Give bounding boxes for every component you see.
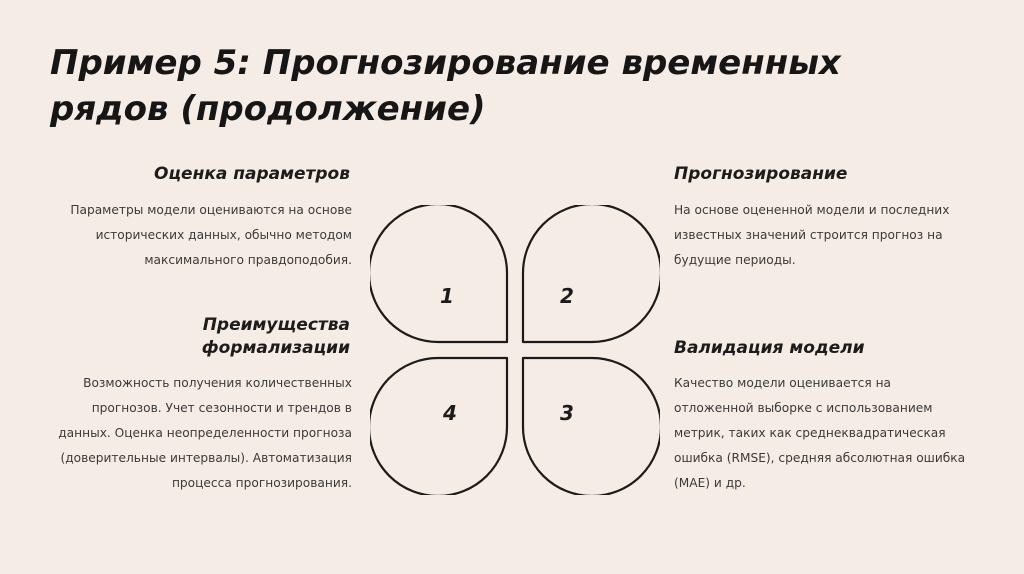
petal-2-shape — [523, 205, 660, 342]
text-parameter-estimation: Параметры модели оцениваются на основе исторических данных, обычно методом максимального правдоподобия. — [70, 203, 352, 267]
slide-title: Пример 5: Прогнозирование временных рядов (продолжение) — [50, 43, 841, 129]
heading-parameter-estimation: Оценка параметров — [154, 164, 350, 184]
petal-4-shape — [370, 358, 507, 495]
petal-1-number: 1 — [440, 284, 454, 308]
petal-3-shape — [523, 358, 660, 495]
petal-1-shape — [370, 205, 507, 342]
four-petal-diagram — [370, 205, 660, 495]
text-formalization-advantages: Возможность получения количественных прогнозов. Учет сезонности и трендов в данных. Оценка неопределенности прогноза (доверительные интервалы). Автоматизация процесса прогнозирования. — [58, 376, 352, 490]
heading-formalization-advantages: Преимущества формализации — [201, 315, 350, 358]
petal-4-number: 4 — [443, 401, 457, 425]
petal-2-number: 2 — [560, 284, 574, 308]
heading-model-validation: Валидация модели — [674, 338, 865, 358]
petal-3-number: 3 — [560, 401, 574, 425]
heading-forecasting: Прогнозирование — [674, 164, 848, 184]
text-forecasting: На основе оцененной модели и последних известных значений строится прогноз на будущие периоды. — [674, 203, 950, 267]
text-model-validation: Качество модели оценивается на отложенной выборке с использованием метрик, таких как среднеквадратическая ошибка (RMSE), средняя абсолютная ошибка (MAE) и др. — [674, 376, 966, 490]
